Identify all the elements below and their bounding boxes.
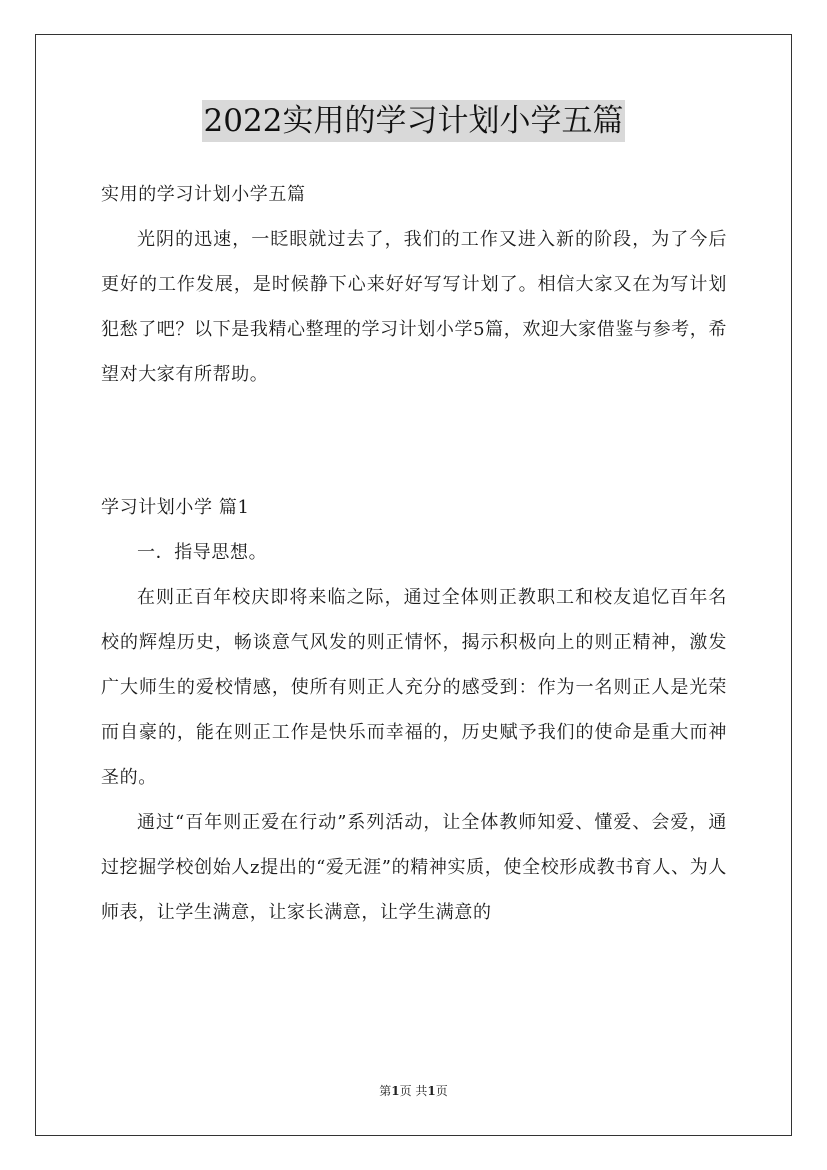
footer-suffix: 页 [435, 1084, 448, 1098]
document-subtitle: 实用的学习计划小学五篇 [101, 184, 306, 205]
total-page-number: 1 [427, 1084, 436, 1098]
document-title: 2022实用的学习计划小学五篇 [202, 100, 626, 142]
point-heading: 一．指导思想。 [137, 542, 268, 563]
current-page-number: 1 [391, 1084, 400, 1098]
section-heading: 学习计划小学 篇1 [101, 497, 250, 518]
document-body [101, 172, 727, 935]
body-paragraph-1: 在则正百年校庆即将来临之际，通过全体则正教职工和校友追忆百年名校的辉煌历史，畅谈意气风发的则正情怀，揭示积极向上的则正精神，激发广大师生的爱校情感，使所有则正人充分的感受到：作为一名则正人是光荣而自豪的，能在则正工作是快乐而幸福的，历史赋予我们的使命是重大而神圣的。 [101, 587, 727, 788]
title-container [0, 100, 827, 142]
section-spacer [101, 397, 727, 485]
intro-paragraph: 光阴的迅速，一眨眼就过去了，我们的工作又进入新的阶段，为了今后更好的工作发展，是时候静下心来好好写写计划了。相信大家又在为写计划犯愁了吧？以下是我精心整理的学习计划小学5篇，欢迎大家借鉴与参考，希望对大家有所帮助。 [101, 229, 727, 385]
body-paragraph-2: 通过“百年则正爱在行动”系列活动，让全体教师知爱、懂爱、会爱，通过挖掘学校创始人z提出的“爱无涯”的精神实质，使全校形成教书育人、为人师表，让学生满意，让家长满意，让学生满意的 [101, 812, 727, 923]
page-footer [0, 1083, 827, 1099]
footer-prefix: 第 [379, 1084, 392, 1098]
footer-mid: 页 共 [399, 1084, 428, 1098]
